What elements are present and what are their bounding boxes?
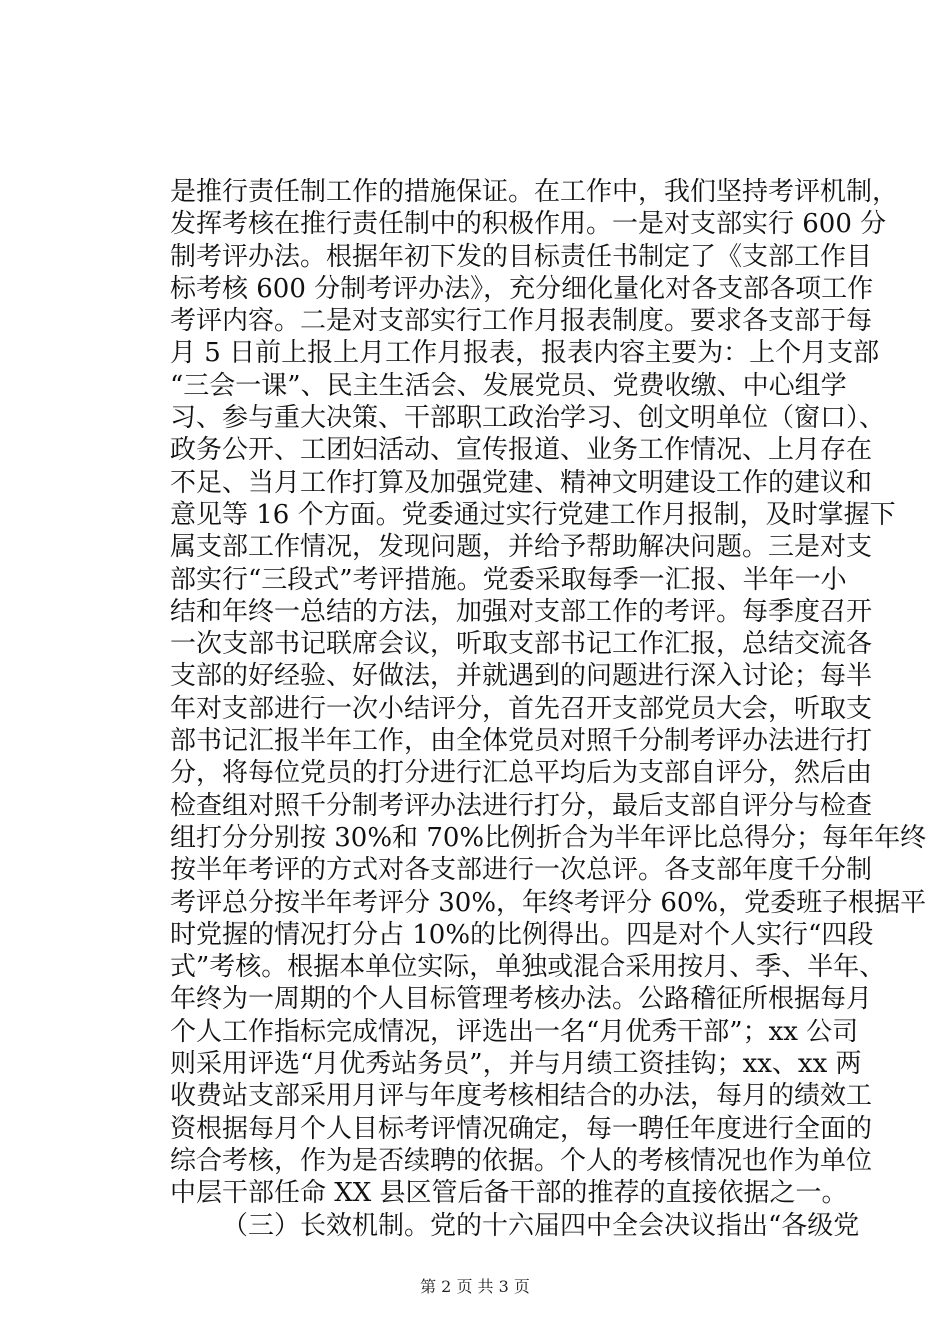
body-text bbox=[170, 176, 927, 1242]
text-line: 月 5 日前上报上月工作月报表，报表内容主要为：上个月支部 bbox=[170, 338, 880, 369]
text-line: 支部的好经验、好做法，并就遇到的问题进行深入讨论；每半 bbox=[170, 661, 873, 692]
text-line: 则采用评选“月优秀站务员”，并与月绩工资挂钩；xx、xx 两 bbox=[170, 1049, 862, 1080]
text-line-section-heading: （三）长效机制。党的十六届四中全会决议指出“各级党 bbox=[222, 1210, 860, 1241]
text-line: 是推行责任制工作的措施保证。在工作中，我们坚持考评机制， bbox=[170, 177, 899, 207]
text-line: 意见等 16 个方面。党委通过实行党建工作月报制，及时掌握下 bbox=[170, 499, 896, 530]
text-line: 个人工作指标完成情况，评选出一名“月优秀干部”；xx 公司 bbox=[170, 1016, 859, 1047]
text-line: 结和年终一总结的方法，加强对支部工作的考评。每季度召开 bbox=[170, 596, 873, 627]
text-line: “三会一课”、民主生活会、发展党员、党费收缴、中心组学 bbox=[170, 370, 847, 401]
text-line: 时党握的情况打分占 10%的比例得出。四是对个人实行“四段 bbox=[170, 919, 874, 950]
text-line: 年对支部进行一次小结评分，首先召开支部党员大会，听取支 bbox=[170, 693, 873, 724]
text-line: 综合考核，作为是否续聘的依据。个人的考核情况也作为单位 bbox=[170, 1145, 873, 1176]
text-line: 收费站支部采用月评与年度考核相结合的办法，每月的绩效工 bbox=[170, 1081, 873, 1112]
text-line: 不足、当月工作打算及加强党建、精神文明建设工作的建议和 bbox=[170, 467, 873, 498]
text-line: 标考核 600 分制考评办法》，充分细化量化对各支部各项工作 bbox=[170, 273, 874, 304]
text-line: 制考评办法。根据年初下发的目标责任书制定了《支部工作目 bbox=[170, 241, 873, 272]
text-line: 资根据每月个人目标考评情况确定，每一聘任年度进行全面的 bbox=[170, 1113, 873, 1144]
page-footer: 第 2 页 共 3 页 bbox=[420, 1277, 530, 1296]
text-line: 检查组对照千分制考评办法进行打分，最后支部自评分与检查 bbox=[170, 790, 873, 821]
text-line: 式”考核。根据本单位实际，单独或混合采用按月、季、半年、 bbox=[170, 952, 886, 983]
text-line: 发挥考核在推行责任制中的积极作用。一是对支部实行 600 分 bbox=[170, 209, 887, 240]
text-line: 部实行“三段式”考评措施。党委采取每季一汇报、半年一小 bbox=[170, 564, 847, 595]
text-line: 属支部工作情况，发现问题，并给予帮助解决问题。三是对支 bbox=[170, 532, 873, 563]
text-line: 考评总分按半年考评分 30%，年终考评分 60%，党委班子根据平 bbox=[170, 887, 927, 918]
text-line: 部书记汇报半年工作，由全体党员对照千分制考评办法进行打 bbox=[170, 726, 873, 757]
text-line: 按半年考评的方式对各支部进行一次总评。各支部年度千分制 bbox=[170, 855, 873, 886]
text-line: 年终为一周期的个人目标管理考核办法。公路稽征所根据每月 bbox=[170, 984, 873, 1015]
text-line: 中层干部任命 XX 县区管后备干部的推荐的直接依据之一。 bbox=[170, 1178, 848, 1209]
text-line: 习、参与重大决策、干部职工政治学习、创文明单位（窗口）、 bbox=[170, 403, 886, 434]
text-line: 分，将每位党员的打分进行汇总平均后为支部自评分，然后由 bbox=[170, 758, 873, 789]
text-line: 政务公开、工团妇活动、宣传报道、业务工作情况、上月存在 bbox=[170, 435, 873, 466]
text-line: 组打分分别按 30%和 70%比例折合为半年评比总得分；每年年终 bbox=[170, 822, 927, 853]
text-line: 一次支部书记联席会议，听取支部书记工作汇报，总结交流各 bbox=[170, 629, 873, 660]
text-line: 考评内容。二是对支部实行工作月报表制度。要求各支部于每 bbox=[170, 306, 873, 337]
